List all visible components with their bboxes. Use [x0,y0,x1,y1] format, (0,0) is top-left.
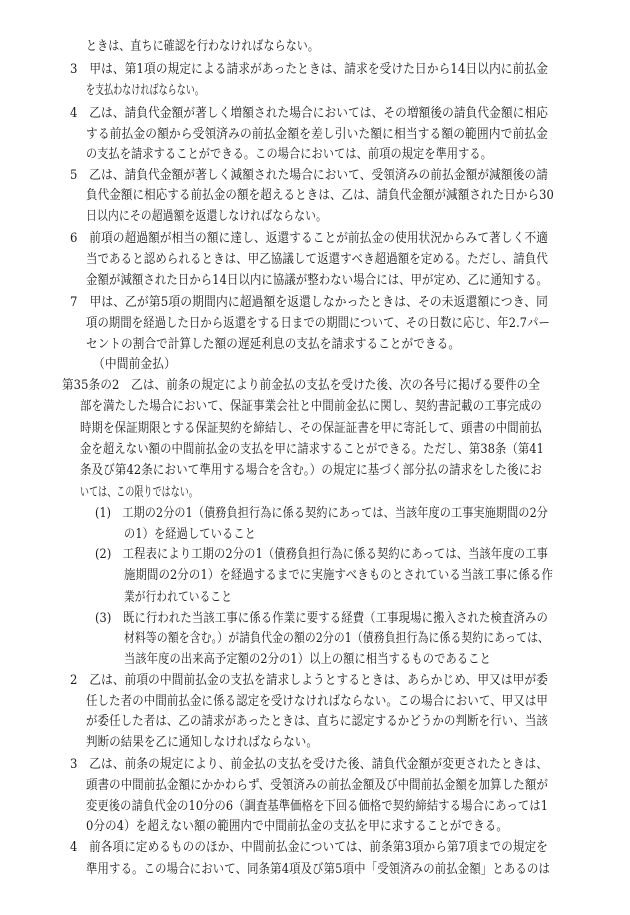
text-line: 条及び第42条において準用する場合を含む。）の規定に基づく部分払の請求をした後にお [80,463,542,478]
text-line: が委任した者は、乙の請求があったときは、直ちに認定するかどうかの判断を行い、当該 [86,714,548,729]
text-line: 3 乙は、前条の規定により、前金払の支払を受けた後、請負代金額が変更されたときは、 [70,757,548,772]
text-line: 負代金額に相応する前払金の額を超えるときは、乙は、請負代金額が減額された日から30 [86,188,554,203]
text-line: 0分の4）を超えない額の範囲内で中間前払金の支払を甲に求することができる。 [86,819,508,834]
text-line: (3) 既に行われた当該工事に係る作業に要する経費（工事現場に搬入された検査済みの [95,611,548,626]
text-line: 4 前各項に定めるもののほか、中間前払金については、前条第3項から第7項までの規定を [70,840,548,855]
text-line: 変更後の請負代金の10分の6（調査基準価格を下回る価格で契約締結する場合にあっては1 [86,799,549,814]
text-line: 当該年度の出来高予定額の2分の1）以上の額に相当するものであること [124,652,491,667]
text-line: 金額が減額された日から14日以内に協議が整わない場合には、甲が定め、乙に通知する。 [86,273,548,288]
text-line: 任した者の中間前払金に係る認定を受けなければならない。この場合において、甲又は甲 [86,694,548,709]
text-line: 施期間の2分の1）を経過するまでに実施すべきものとされている当該工事に係る作 [124,568,553,583]
text-line: 時期を保証期限とする保証契約を締結し、その保証証書を甲に寄託して、頭書の中間前払 [80,421,542,436]
text-line: 6 前項の超過額が相当の額に達し、返還することが前払金の使用状況からみて著しく不適 [70,231,548,246]
text-line: 当であると認められるときは、甲乙協議して返還すべき超過額を定める。ただし、請負代 [86,252,548,267]
text-line: 3 甲は、第1項の規定による請求があったときは、請求を受けた日から14日以内に前払金 [70,62,549,77]
text-line: の支払を請求することができる。この場合においては、前項の規定を準用する。 [86,147,492,162]
text-line: 第35条の2 乙は、前条の規定により前金払の支払を受けた後、次の各号に掲げる要件の全 [62,378,541,393]
text-line: 日以内にその超過額を返還しなければならない。 [86,209,327,224]
text-line: 金を超えない額の中間前払金の支払を甲に請求することができる。ただし、第38条（第41 [80,442,544,457]
text-line: (1) 工期の2分の1（債務負担行為に係る契約にあっては、当該年度の工事実施期間の2分 [95,506,548,521]
text-line: 5 乙は、請負代金額が著しく減額された場合において、受領済みの前払金額が減額後の請 [70,168,548,183]
text-line: いては、この限りではない。 [80,485,198,500]
text-line: 材料等の額を含む。）が請負代金の額の2分の1（債務負担行為に係る契約にあっては、 [124,631,550,646]
text-line: 項の期間を経過した日から返還をする日までの期間について、その日数に応じ、年2.7パー [86,316,551,331]
text-line: 4 乙は、請負代金額が著しく増額された場合においては、その増額後の請負代金額に相応 [70,106,548,121]
text-line: を支払わなければならない。 [86,83,204,98]
text-line: 2 乙は、前項の中間前払金の支払を請求しようとするときは、あらかじめ、甲又は甲が委 [70,673,549,688]
text-line: する前払金の額から受領済みの前払金額を差し引いた額に相当する額の範囲内で前払金 [86,127,548,142]
text-line: (2) 工程表により工期の2分の1（債務負担行為に係る契約にあっては、当該年度の工事 [95,547,549,562]
text-line: の1）を経過していること [124,527,256,542]
text-line: 7 甲は、乙が第5項の期間内に超過額を返還しなかったときは、その未返還額につき、同 [70,295,548,310]
text-line: 判断の結果を乙に通知しなければならない。 [86,735,319,750]
text-line: 準用する。この場合において、同条第4項及び第5項中「受領済みの前払金額」とあるのは [86,862,550,877]
text-line: セントの割合で計算した額の遅延利息の支払を請求することができる。 [86,337,461,352]
text-line: （中間前金払） [93,357,177,372]
text-line: ときは、直ちに確認を行わなければならない。 [86,39,319,54]
text-line: 部を満たした場合において、保証事業会社と中間前金払に関し、契約書記載の工事完成の [80,399,542,414]
text-line: 頭書の中間前払金額にかかわらず、受領済みの前払金額及び中間前払金額を加算した額が [86,778,549,793]
text-line: 業が行われていること [124,590,233,605]
